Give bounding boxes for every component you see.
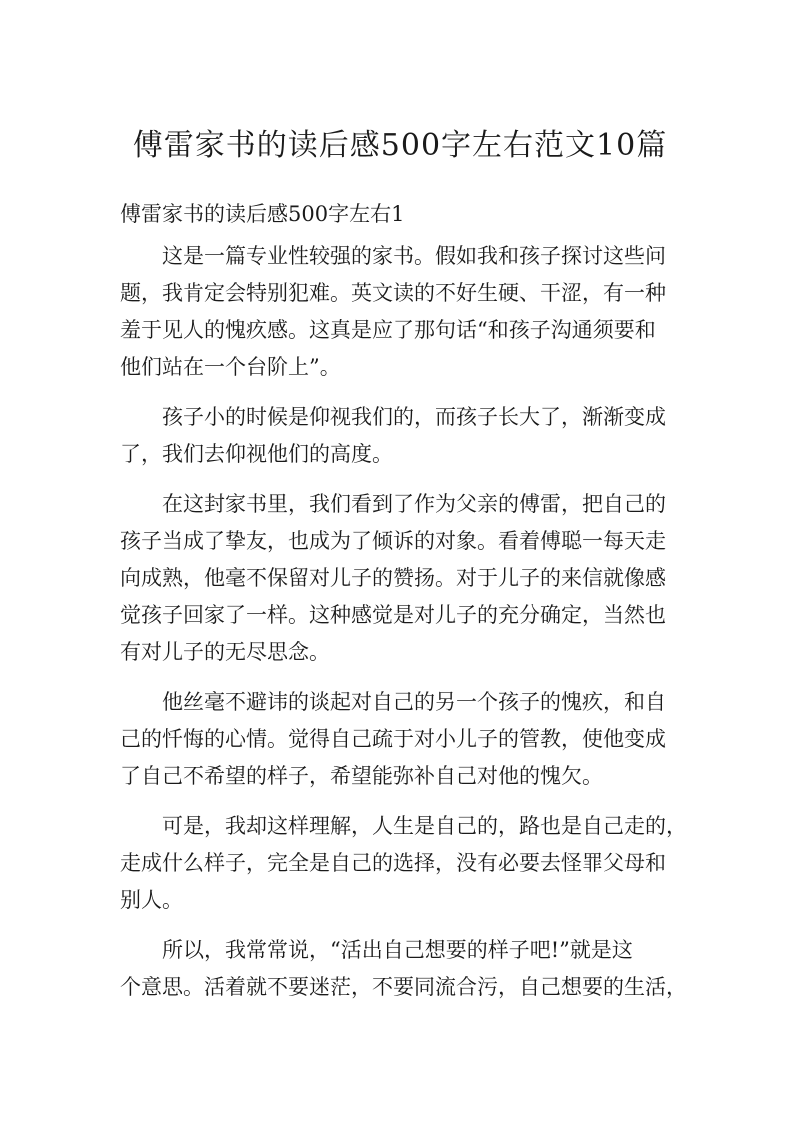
paragraph-line: 可是，我却这样理解，人生是自己的，路也是自己走的，: [162, 814, 687, 838]
paragraph-line: 他丝毫不避讳的谈起对自己的另一个孩子的愧疚，和自: [162, 690, 666, 714]
paragraph-line: 了自己不希望的样子，希望能弥补自己对他的愧欠。: [120, 764, 603, 788]
paragraph-line: 己的忏悔的心情。觉得自己疏于对小儿子的管教，使他变成: [120, 727, 666, 751]
paragraph: [120, 808, 690, 919]
document-title: 傅雷家书的读后感500字左右范文10篇: [132, 128, 668, 163]
paragraph: [120, 684, 690, 795]
paragraph-line: 所以，我常常说，“活出自己想要的样子吧!”就是这: [162, 938, 633, 962]
paragraph: [120, 238, 690, 386]
paragraph-line: 孩子小的时候是仰视我们的，而孩子长大了，渐渐变成: [162, 405, 666, 429]
paragraph-line: 了，我们去仰视他们的高度。: [120, 442, 393, 466]
paragraph: [120, 932, 690, 1006]
paragraph-line: 孩子当成了挚友，也成为了倾诉的对象。看着傅聪一每天走: [120, 529, 666, 553]
paragraph-line: 在这封家书里，我们看到了作为父亲的傅雷，把自己的: [162, 492, 666, 516]
paragraph-line: 这是一篇专业性较强的家书。假如我和孩子探讨这些问: [162, 244, 666, 268]
paragraph-line: 题，我肯定会特别犯难。英文读的不好生硬、干涩，有一种: [120, 281, 666, 305]
document-body: [120, 238, 690, 1019]
paragraph-line: 走成什么样子，完全是自己的选择，没有必要去怪罪父母和: [120, 851, 666, 875]
paragraph-line: 他们站在一个台阶上”。: [120, 355, 341, 379]
paragraph-line: 觉孩子回家了一样。这种感觉是对儿子的充分确定，当然也: [120, 603, 666, 627]
paragraph: [120, 486, 690, 671]
paragraph-line: 羞于见人的愧疚感。这真是应了那句话“和孩子沟通须要和: [120, 318, 656, 342]
paragraph-line: 向成熟，他毫不保留对儿子的赞扬。对于儿子的来信就像感: [120, 566, 666, 590]
paragraph-line: 有对儿子的无尽思念。: [120, 640, 330, 664]
section-heading: 傅雷家书的读后感500字左右1: [120, 202, 405, 226]
paragraph-line: 别人。: [120, 888, 183, 912]
paragraph: [120, 399, 690, 473]
paragraph-line: 个意思。活着就不要迷茫，不要同流合污，自己想要的生活，: [120, 975, 687, 999]
